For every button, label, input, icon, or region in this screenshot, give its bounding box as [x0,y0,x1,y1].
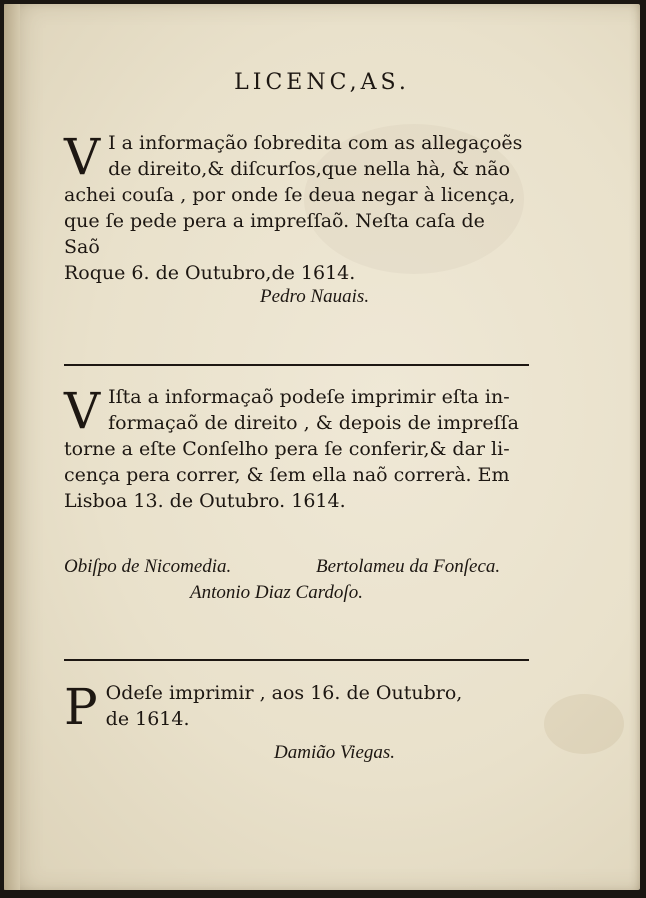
drop-cap: P [64,678,98,736]
signature: Damião Viegas. [274,742,396,763]
text-line: formaçaõ de direito , & depois de impreſſa [108,412,519,434]
license-section-2 [64,384,524,514]
drop-cap: V [64,382,101,440]
text-line: Roque 6. de Outubro,de 1614. [64,262,356,284]
page-title: LICENC,AS. [234,70,410,95]
text-line: de direito,& diſcurſos,que nella hà, & não [108,158,511,180]
license-section-1 [64,130,524,286]
text-line: Odeſe imprimir , aos 16. de Outubro, [105,682,463,704]
text-line: Iſta a informaçaõ podeſe imprimir eſta in- [108,386,510,408]
text-line: cença pera correr, & ſem ella naõ correrà. Em [64,464,510,486]
page-gutter [4,4,20,890]
text-line: Lisboa 13. de Outubro. 1614. [64,490,346,512]
paper-stain [544,694,624,754]
license-section-3 [64,678,524,736]
text-line: achei couſa , por onde ſe deua negar à licença, [64,184,516,206]
license-paragraph-1 [64,130,524,286]
signature: Obiſpo de Nicomedia. [64,556,232,577]
signature: Bertolameu da Fonſeca. [316,556,501,577]
signature: Pedro Nauais. [260,286,370,307]
license-paragraph-2 [64,384,524,514]
book-page [4,4,640,890]
license-paragraph-3 [64,678,524,736]
divider-rule [64,364,529,366]
drop-cap: V [64,128,101,186]
divider-rule [64,659,529,661]
text-line: que ſe pede pera a impreſſaõ. Neſta caſa de Saõ [64,210,485,258]
signature: Antonio Diaz Cardoſo. [190,582,363,603]
text-line: torne a eſte Conſelho pera ſe conferir,& dar li- [64,438,510,460]
text-line: de 1614. [105,708,190,730]
text-line: I a informação ſobredita com as allegaçoẽs [108,132,523,154]
